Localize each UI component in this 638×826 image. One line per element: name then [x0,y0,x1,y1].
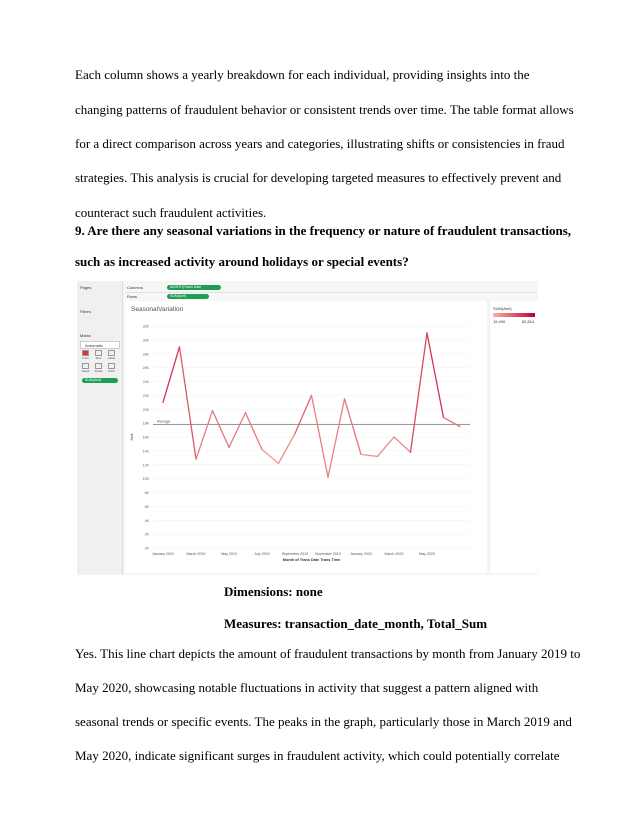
series-line-segment [378,437,395,456]
series-line-segment [295,395,312,433]
mark-size-button[interactable] [94,350,103,358]
series-line-segment [213,411,230,448]
marks-label: Marks [80,333,91,338]
y-tick-label: 32K [142,324,149,329]
legend-title: SUM(Amt) [493,306,512,311]
y-tick-label: 10K [142,477,149,482]
mark-detail-button[interactable] [81,363,90,371]
series-line-segment [262,449,279,463]
mark-size-label: Size [95,356,102,360]
y-tick-label: 18K [142,421,149,426]
y-tick-label: 20K [142,407,149,412]
legend-max: 82,814 [522,319,535,324]
series-line-segment [229,413,246,448]
y-tick-label: 6K [144,504,149,509]
series-line-segment [246,413,263,450]
mark-path-label: Path [108,369,115,373]
paragraph-1-line-1: Each column shows a yearly breakdown for each individual, providing insights into the [75,67,530,82]
mark-color-label: Color [81,356,90,360]
series-line-segment [361,454,378,456]
mark-tooltip-button[interactable] [94,363,103,371]
marks-type-dropdown[interactable] [80,341,120,349]
x-tick-label: May 2020 [419,552,435,556]
y-tick-label: 16K [142,435,149,440]
paragraph-1-line-5: counteract such fraudulent activities. [75,205,267,220]
series-line-segment [163,347,180,403]
series-line-segment [328,399,345,477]
columns-shelf [125,284,536,293]
chart-canvas [125,301,487,573]
series-line-segment [394,437,411,452]
x-tick-label: March 2020 [384,552,404,556]
marks-type-value: Automatic [85,342,103,348]
x-tick-label: July 2019 [254,552,270,556]
x-tick-label: January 2020 [350,552,372,556]
mark-label-label: Label [107,356,116,360]
line-chart [125,301,487,573]
filters-label: Filters [80,309,91,314]
y-tick-label: 12K [142,463,149,468]
series-line-segment [411,333,428,452]
y-tick-label: 2K [144,532,149,537]
y-tick-label: 14K [142,449,149,454]
mark-path-button[interactable] [107,363,116,371]
y-tick-label: 26K [142,366,149,371]
paragraph-1-line-2: changing patterns of fraudulent behavior or consistent trends over time. The table format allows [75,102,574,117]
x-tick-label: November 2019 [315,552,341,556]
series-line-segment [427,333,444,418]
paragraph-1-line-3: for a direct comparison across years and categories, illustrating shifts or consistencies in fraud [75,136,565,151]
y-tick-label: 24K [142,380,149,384]
question-line-2: such as increased activity around holidays or special events? [75,254,409,269]
question-line-1: 9. Are there any seasonal variations in the frequency or nature of fraudulent transactions, [75,223,572,238]
x-tick-label: January 2019 [152,552,174,556]
marks-pill[interactable]: SUM(Amt) [82,378,118,383]
columns-label: Columns [127,285,143,290]
x-axis-label: Month of Trans Date Trans Time [282,558,341,562]
series-line-segment [196,411,213,460]
series-line-segment [444,418,461,427]
columns-pill[interactable]: MONTH(Trans Date [167,285,221,290]
mark-label-button[interactable] [107,350,116,358]
average-label: Average [157,419,171,424]
series-line-segment [279,434,296,464]
y-tick-label: 8K [144,491,149,495]
y-tick-label: 0K [144,546,149,551]
series-line-segment [345,399,362,455]
legend-gradient [493,313,535,317]
sheet-title: SeasonalVariation [131,306,184,313]
y-tick-label: 4K [144,518,149,523]
tableau-side-panel [77,281,123,575]
y-tick-label: 28K [142,352,149,357]
mark-detail-label: Detail [81,369,90,373]
color-legend [489,301,538,573]
y-tick-label: 30K [142,338,149,343]
paragraph-2-line-1: Yes. This line chart depicts the amount of fraudulent transactions by month from January 2019 to [75,646,581,661]
legend-min: 15,490 [493,319,506,324]
y-axis-label: Amt [129,433,134,441]
y-tick-label: 22K [142,393,149,398]
paragraph-2-line-3: seasonal trends or specific events. The peaks in the graph, particularly those in March 2019 and [75,714,572,729]
paragraph-1-line-4: strategies. This analysis is crucial for developing targeted measures to effectively prevent and [75,170,562,185]
rows-label: Rows [127,294,138,299]
mark-color-button[interactable] [81,350,90,358]
dimensions-line: Dimensions: none [224,584,323,599]
paragraph-2-line-2: May 2020, showcasing notable fluctuations in activity that suggest a pattern aligned with [75,680,539,695]
paragraph-2-line-4: May 2020, indicate significant surges in fraudulent activity, which could potentially correlate [75,748,560,763]
x-tick-label: March 2019 [186,552,206,556]
measures-line: Measures: transaction_date_month, Total_Sum [224,616,488,631]
mark-tooltip-label: Tooltip [94,369,103,373]
pages-label: Pages [80,285,92,290]
x-tick-label: September 2019 [281,552,309,556]
x-tick-label: May 2019 [221,552,237,556]
tableau-screenshot [77,281,538,575]
rows-pill[interactable]: SUM(Amt) [167,294,209,299]
series-line-segment [180,347,197,459]
